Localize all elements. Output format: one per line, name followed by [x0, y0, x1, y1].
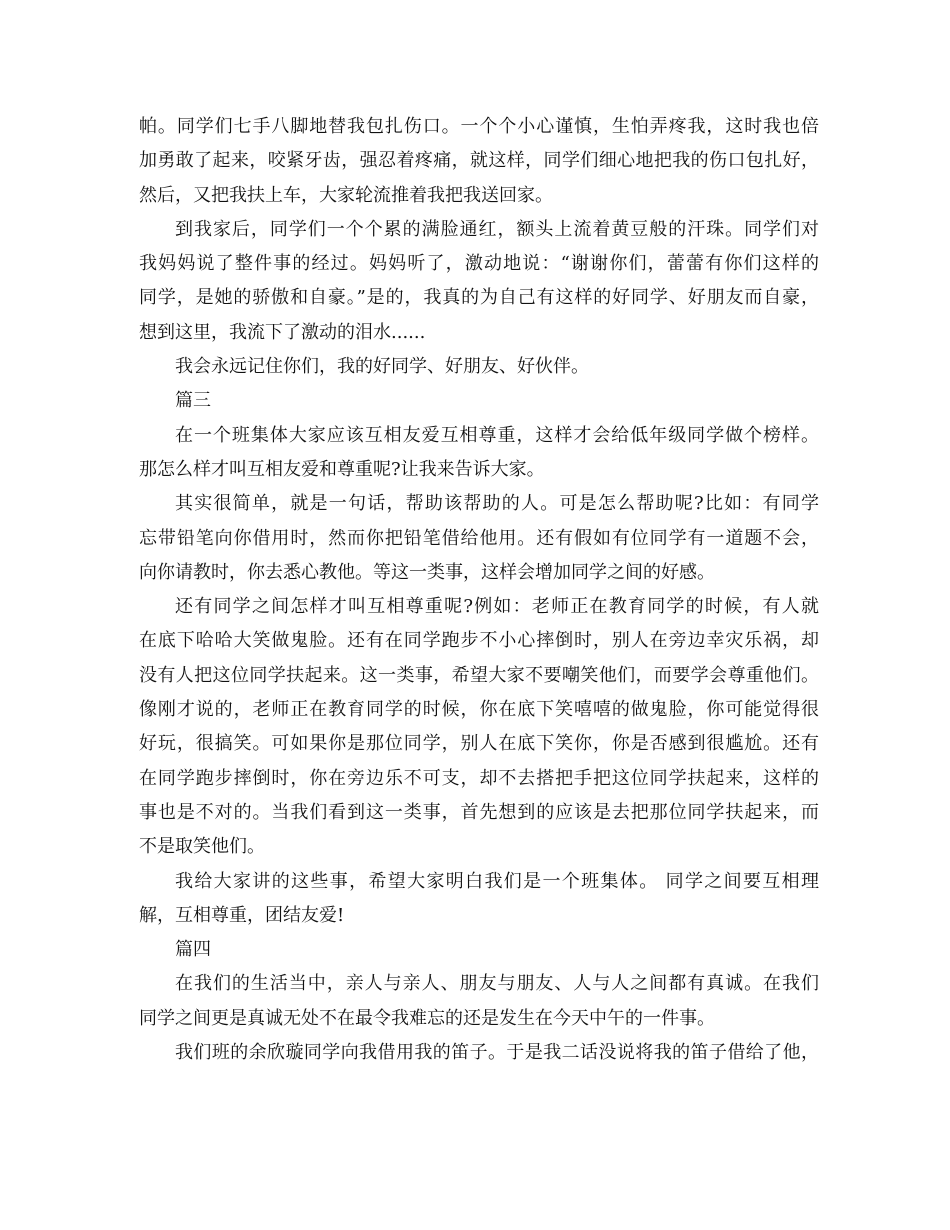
text-line: 在一个班集体大家应该互相友爱互相尊重，这样才会给低年级同学做个榜样。	[175, 424, 819, 446]
section-heading: 篇四	[175, 939, 211, 961]
text-line: 然后，又把我扶上车，大家轮流推着我把我送回家。	[139, 184, 553, 206]
text-line: 好玩，很搞笑。可如果你是那位同学，别人在底下笑你，你是否感到很尴尬。还有	[139, 733, 819, 755]
text-line: 没有人把这位同学扶起来。这一类事，希望大家不要嘲笑他们，而要学会尊重他们。	[139, 664, 819, 686]
text-line: 在我们的生活当中，亲人与亲人、朋友与朋友、人与人之间都有真诚。在我们	[175, 973, 819, 995]
text-line: 在同学跑步摔倒时，你在旁边乐不可支，却不去搭把手把这位同学扶起来，这样的	[139, 767, 819, 789]
text-line: 我给大家讲的这些事，希望大家明白我们是一个班集体。 同学之间要互相理	[175, 870, 819, 892]
text-line: 那怎么样才叫互相友爱和尊重呢?让我来告诉大家。	[139, 458, 545, 480]
document-body	[139, 110, 819, 1070]
text-line: 解，互相尊重，团结友爱!	[139, 904, 345, 926]
text-line: 帕。同学们七手八脚地替我包扎伤口。一个个小心谨慎，生怕弄疼我，这时我也倍	[139, 116, 819, 137]
text-line: 到我家后，同学们一个个累的满脸通红，额头上流着黄豆般的汗珠。同学们对	[175, 218, 819, 240]
text-line: 在底下哈哈大笑做鬼脸。还有在同学跑步不小心摔倒时，别人在旁边幸灾乐祸，却	[139, 630, 819, 652]
text-line: 加勇敢了起来，咬紧牙齿，强忍着疼痛，就这样，同学们细心地把我的伤口包扎好，	[139, 150, 819, 172]
text-line: 向你请教时，你去悉心教他。等这一类事，这样会增加同学之间的好感。	[139, 561, 715, 583]
text-line: 像刚才说的，老师正在教育同学的时候，你在底下笑嘻嘻的做鬼脸，你可能觉得很	[139, 699, 819, 721]
text-line: 我会永远记住你们，我的好同学、好朋友、好伙伴。	[175, 356, 589, 378]
section-heading: 篇三	[175, 390, 211, 412]
text-line: 我妈妈说了整件事的经过。妈妈听了，激动地说：“谢谢你们，蕾蕾有你们这样的	[139, 253, 819, 275]
text-line: 想到这里，我流下了激动的泪水......	[139, 321, 426, 343]
text-line: 事也是不对的。当我们看到这一类事，首先想到的应该是去把那位同学扶起来，而	[139, 801, 819, 823]
text-line: 不是取笑他们。	[139, 836, 265, 858]
text-line: 同学，是她的骄傲和自豪。”是的，我真的为自己有这样的好同学、好朋友而自豪，	[139, 287, 819, 309]
text-line: 同学之间更是真诚无处不在最令我难忘的还是发生在今天中午的一件事。	[139, 1007, 715, 1029]
text-line: 我们班的余欣璇同学向我借用我的笛子。于是我二话没说将我的笛子借给了他，	[175, 1042, 819, 1064]
text-line: 还有同学之间怎样才叫互相尊重呢?例如：老师正在教育同学的时候，有人就	[175, 596, 819, 618]
text-line: 忘带铅笔向你借用时，然而你把铅笔借给他用。还有假如有位同学有一道题不会，	[139, 527, 819, 549]
text-line: 其实很简单，就是一句话，帮助该帮助的人。可是怎么帮助呢?比如：有同学	[175, 493, 819, 515]
